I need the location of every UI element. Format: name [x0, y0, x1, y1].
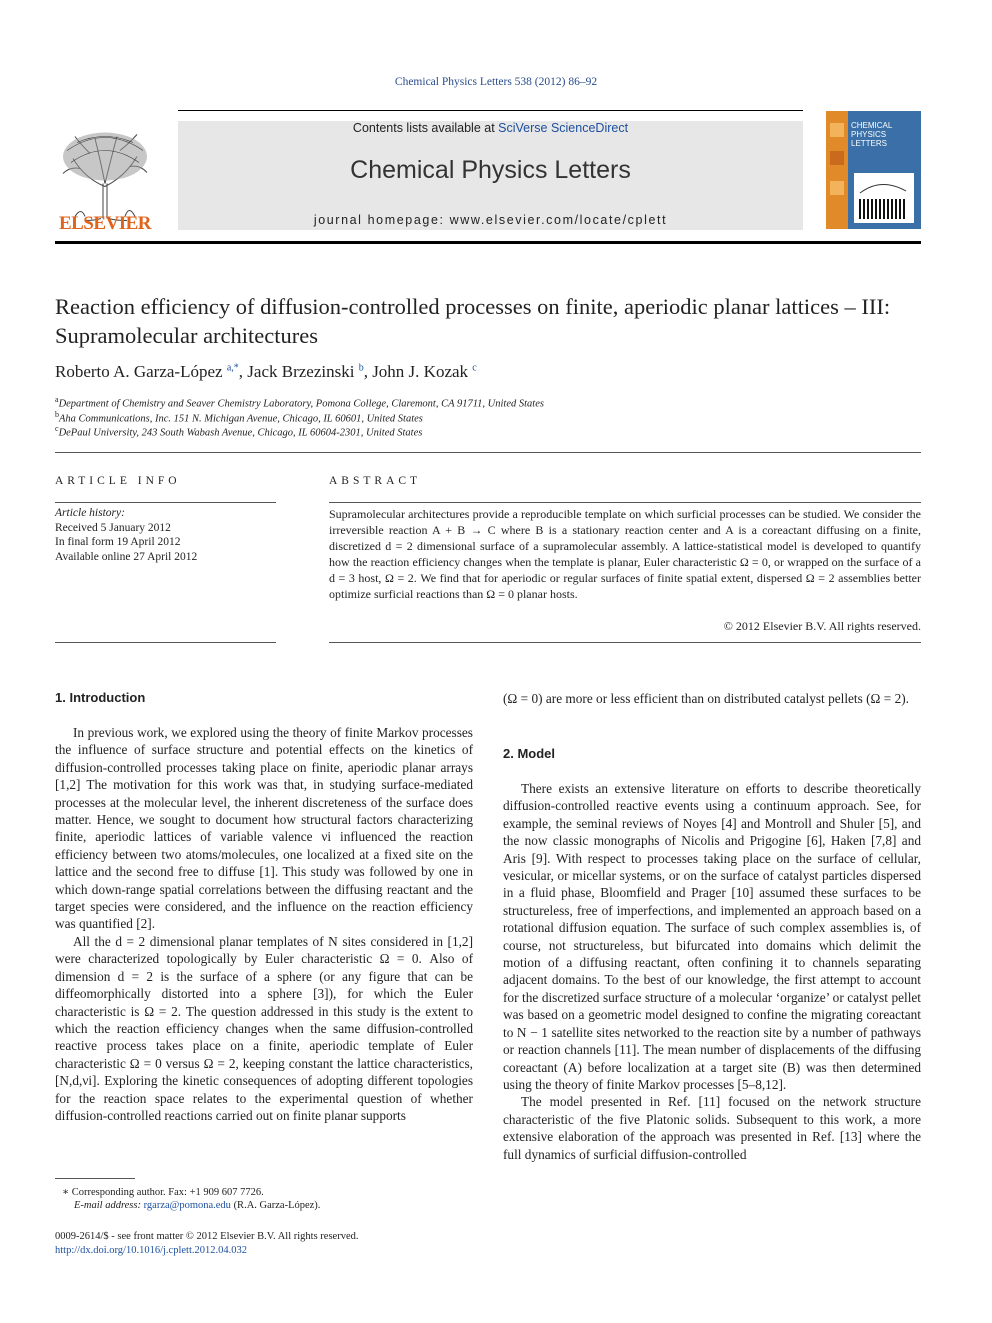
affiliation: [55, 395, 544, 410]
footnote-rule: [55, 1178, 135, 1179]
received-date: Received 5 January 2012: [55, 521, 171, 534]
email-label: E-mail address:: [74, 1200, 144, 1211]
cover-title: CHEMICAL PHYSICS LETTERS: [851, 121, 893, 148]
header-thick-rule: [55, 241, 921, 244]
journal-citation[interactable]: Chemical Physics Letters 538 (2012) 86–92: [394, 76, 598, 88]
affiliation: [55, 410, 423, 425]
section-heading-introduction: 1. Introduction: [55, 690, 146, 705]
author-name[interactable]: Roberto A. Garza-López: [55, 362, 223, 381]
divider: [55, 642, 276, 643]
paragraph: The model presented in Ref. [11] focused on the network structure characteristic of the five Platonic solids. Subsequent to this work, a more extensive elaboration of the approach was presented in Ref. [13] where the full dynamics of surficial diffusion-controlled: [503, 1094, 921, 1162]
model-body: [503, 780, 921, 1163]
affiliation-text: Department of Chemistry and Seaver Chemistry Laboratory, Pomona College, Claremont, CA 91711, United States: [58, 398, 544, 410]
sciencedirect-link[interactable]: SciVerse ScienceDirect: [498, 121, 629, 135]
elsevier-wordmark: ELSEVIER: [58, 213, 152, 234]
divider: [329, 502, 921, 503]
author-name[interactable]: Jack Brzezinski: [247, 362, 355, 381]
journal-title: Chemical Physics Letters: [350, 156, 631, 184]
affiliation-text: DePaul University, 243 South Wabash Avenue, Chicago, IL 60604-2301, United States: [58, 427, 423, 439]
affiliation-text: Aha Communications, Inc. 151 N. Michigan Avenue, Chicago, IL 60601, United States: [59, 413, 423, 425]
contents-line: [178, 121, 803, 135]
corresponding-author-note: ∗ Corresponding author. Fax: +1 909 607 7726.: [62, 1187, 264, 1198]
doi-link[interactable]: http://dx.doi.org/10.1016/j.cplett.2012.04.032: [55, 1245, 248, 1256]
online-date: Available online 27 April 2012: [55, 550, 198, 563]
author-list: Roberto A. Garza-López $^{a,*}$, Jack Brzezinski $^b$, John J. Kozak $^c$: [55, 362, 477, 381]
paragraph: All the d = 2 dimensional planar templates of N sites considered in [1,2] were characterized topologically by Euler characteristic Ω = 0. Also of dimension d = 2 is the surface of a sphere (or any figure that can be diffeomorphically distorted into a sphere [3]), for which the Euler characteristic is Ω = 2. The question addressed in this study is the extent to which the reaction efficiency changes when the same diffusion-controlled reactive process takes place on a finite, aperiodic template of Euler characteristic Ω = 0 versus Ω = 2, keeping constant the lattice characteristics, [N,d,νi]. Exploring the kinetic consequences of adopting different topologies for the reaction space relates to the experimental question of whether diffusion-controlled reactions carried out on finite planar supports: [55, 933, 473, 1123]
issn-line: 0009-2614/$ - see front matter © 2012 Elsevier B.V. All rights reserved.: [55, 1231, 359, 1242]
history-label: Article history:: [55, 507, 125, 519]
author-affiliation-mark[interactable]: b: [358, 362, 364, 374]
paragraph: (Ω = 0) are more or less efficient than on distributed catalyst pellets (Ω = 2).: [503, 691, 909, 706]
header-rule: [178, 110, 803, 111]
email-note: [74, 1200, 320, 1211]
affiliation-mark: b: [55, 410, 59, 419]
author-affiliation-mark[interactable]: a,*: [226, 362, 239, 374]
divider: [55, 502, 276, 503]
affiliation-mark: c: [55, 424, 59, 433]
author-affiliation-mark[interactable]: c: [472, 362, 477, 374]
article-info-heading: ARTICLE INFO: [55, 475, 181, 487]
email-suffix: (R.A. Garza-López).: [230, 1200, 321, 1211]
journal-homepage[interactable]: journal homepage: www.elsevier.com/locate/cplett: [313, 213, 668, 227]
affiliation: [55, 424, 422, 439]
author-name[interactable]: John J. Kozak: [372, 362, 469, 381]
section-heading-model: 2. Model: [503, 746, 556, 761]
article-history: [55, 506, 197, 564]
divider: [55, 452, 921, 453]
intro-body: [55, 724, 473, 1124]
abstract-heading: ABSTRACT: [329, 475, 422, 487]
contents-prefix: Contents lists available at: [352, 121, 499, 135]
affiliation-mark: a: [55, 395, 59, 404]
email-link[interactable]: rgarza@pomona.edu: [143, 1200, 231, 1211]
article-title: Reaction efficiency of diffusion-controlled processes on finite, aperiodic planar lattices – III: Supramolecular architectures: [55, 294, 891, 348]
paragraph: There exists an extensive literature on efforts to describe theoretically diffusion-controlled reactive events using a continuum approach. See, for example, the seminal reviews of Noyes [4] and Montroll and Shuler [5], and the now classic monographs of Nicolis and Prigogine [6], Haken [7,8] and Aris [9]. With respect to processes taking place on the surface of cellular, vesicular, or micellar systems, or on the surface of catalyst particles dispersed in a fluid phase, Bloomfield and Prager [10] assumed these surfaces to be structureless, free of imperfections, and implemented an approach based on a rotational diffusion equation. The surface of such complex assemblies is, of course, not structureless, but bifurcated into domains which delimit the motion of a diffusing reactant, often confining it to channels separating adjacent domains. To the best of our knowledge, the first attempt to account for the discretized surface structure of a molecular ‘organize’ or catalyst pellet was based on a geometric model designed to confine the migrating coreactant to N − 1 satellite sites networked to the reaction site by a number of pathways or reaction channels [11]. The mean number of displacements of the diffusing coreactant (A) before localization at a target site (B) was then determined using the theory of finite Markov processes [5–8,12].: [503, 781, 921, 1092]
abstract-copyright: © 2012 Elsevier B.V. All rights reserved.: [723, 619, 921, 633]
abstract-text: Supramolecular architectures provide a reproducible template on which surficial processes can be studied. We consider the irreversible reaction A + B → C where B is a stationary reaction center and A is a coreactant diffusing on a finite, discretized d = 2 dimensional surface of a supramolecular assembly. A lattice-statistical model is developed to quantify how the reaction efficiency changes when the template is planar, Euler characteristic Ω = 0, or wrapped on the surface of a d = 3 host, Ω = 2. We find that for aperiodic or regular surfaces of finite spatial extent, dispersed Ω = 2 assemblies better optimize surficial reactions than Ω = 0 planar hosts.: [329, 507, 921, 601]
intro-continuation: [503, 690, 921, 707]
final-form-date: In final form 19 April 2012: [55, 536, 181, 548]
divider: [329, 642, 921, 643]
paragraph: In previous work, we explored using the theory of finite Markov processes the influence of surface structure and potential effects on the kinetics of diffusion-controlled processes taking place on finite, aperiodic planar arrays [1,2] The motivation for this work was that, in studying surface-mediated processes at the molecular level, the inherent discreteness of the surface does matter. Hence, we sought to document how structural factors characterizing finite, aperiodic lattices of variable valence νi influenced the reaction efficiency between two atoms/molecules, one localized at a fixed site on the lattice and the second free to diffuse [1]. This study was followed by one in which down-range spatial correlations between the diffusing reactant and the target species were considered, and the influence on the reaction efficiency was quantified [2].: [55, 725, 473, 932]
